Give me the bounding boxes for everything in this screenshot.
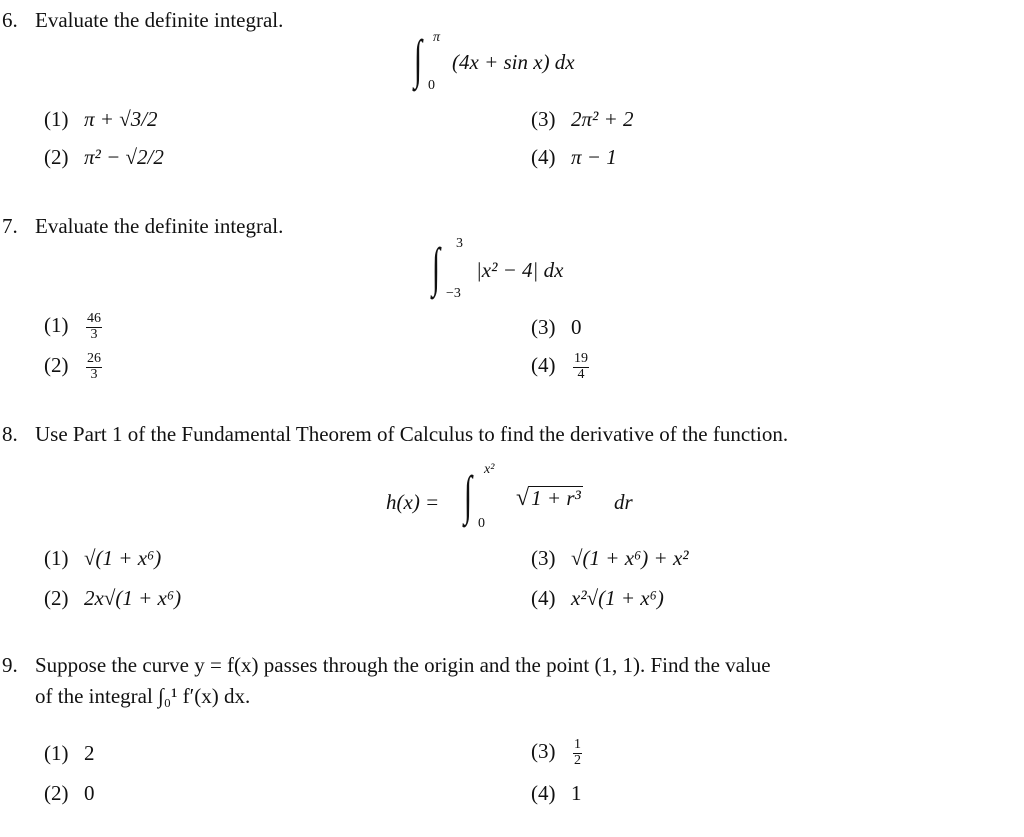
option-9-2[interactable] [44, 781, 95, 806]
option-6-1[interactable] [44, 107, 158, 132]
option-fraction [86, 352, 102, 382]
option-text: π + √3/2 [84, 107, 158, 131]
lower-limit: 0 [428, 78, 435, 93]
radicand: 1 + r³ [531, 486, 581, 510]
option-text: π − 1 [571, 145, 617, 169]
option-text: √(1 + x⁶) [84, 546, 162, 570]
option-fraction [573, 738, 582, 768]
question-prompt: Use Part 1 of the Fundamental Theorem of Calculus to find the derivative of the function. [35, 422, 789, 446]
integral-sign: ∫ [464, 465, 473, 525]
function-lhs: h(x) = [386, 490, 440, 514]
option-8-4[interactable] [531, 586, 664, 611]
lower-limit: 0 [478, 516, 485, 531]
upper-limit: 3 [456, 236, 463, 251]
option-6-2[interactable] [44, 145, 164, 170]
option-text: x²√(1 + x⁶) [571, 586, 664, 610]
option-number: (3) [531, 315, 556, 339]
option-number: (3) [531, 739, 556, 763]
numerator: 46 [87, 311, 101, 326]
radical-sign: √ [516, 485, 530, 512]
option-number: (2) [44, 353, 69, 377]
integrand: |x² − 4| dx [476, 258, 564, 282]
option-number: (2) [44, 586, 69, 610]
denominator: 2 [574, 752, 581, 768]
question-prompt: Evaluate the definite integral. [35, 214, 284, 238]
option-8-1[interactable] [44, 546, 161, 571]
integral-sign: ∫ [432, 237, 441, 297]
option-7-1[interactable] [44, 312, 102, 342]
option-number: (4) [531, 586, 556, 610]
option-text: 1 [571, 781, 582, 805]
option-text: 0 [84, 781, 95, 805]
option-text: π² − √2/2 [84, 145, 164, 169]
differential: dr [614, 490, 633, 514]
radical [516, 484, 583, 510]
integral-sign: ∫ [414, 29, 423, 89]
option-8-3[interactable] [531, 546, 689, 571]
option-7-2[interactable] [44, 352, 102, 382]
denominator: 4 [577, 366, 585, 382]
option-number: (2) [44, 145, 69, 169]
option-text: 2x√(1 + x⁶) [84, 586, 182, 610]
option-number: (1) [44, 741, 69, 765]
upper-limit: π [433, 30, 441, 45]
option-text: √(1 + x⁶) + x² [571, 546, 689, 570]
upper-limit: x² [484, 462, 495, 477]
lower-limit: −3 [446, 286, 461, 301]
option-number: (1) [44, 313, 69, 337]
option-number: (3) [531, 107, 556, 131]
question-prompt-line2: of the integral ∫₀¹ f′(x) dx. [35, 684, 251, 708]
numerator: 26 [87, 351, 101, 366]
option-number: (4) [531, 353, 556, 377]
option-number: (4) [531, 145, 556, 169]
option-8-2[interactable] [44, 586, 181, 611]
option-number: (1) [44, 546, 69, 570]
option-text: 0 [571, 315, 582, 339]
integrand: (4x + sin x) dx [452, 50, 575, 74]
question-prompt-line1: Suppose the curve y = f(x) passes through the origin and the point (1, 1). Find the value [35, 653, 771, 677]
numerator: 1 [574, 737, 581, 752]
numerator: 19 [574, 351, 588, 366]
option-9-4[interactable] [531, 781, 582, 806]
option-7-3[interactable] [531, 315, 582, 340]
question-number: 8. [2, 422, 18, 446]
option-fraction [573, 352, 589, 382]
option-number: (2) [44, 781, 69, 805]
denominator: 3 [90, 366, 98, 382]
denominator: 3 [90, 326, 98, 342]
question-prompt: Evaluate the definite integral. [35, 8, 284, 32]
option-7-4[interactable] [531, 352, 589, 382]
question-number: 6. [2, 8, 18, 32]
option-text: 2 [84, 741, 95, 765]
option-number: (3) [531, 546, 556, 570]
option-9-1[interactable] [44, 741, 95, 766]
option-fraction [86, 312, 102, 342]
option-text: 2π² + 2 [571, 107, 634, 131]
integral-8 [384, 462, 644, 532]
option-number: (1) [44, 107, 69, 131]
option-9-3[interactable] [531, 738, 582, 768]
question-number: 9. [2, 653, 18, 677]
question-number: 7. [2, 214, 18, 238]
option-number: (4) [531, 781, 556, 805]
integral-7 [430, 238, 610, 302]
integral-6 [412, 29, 612, 94]
option-6-3[interactable] [531, 107, 634, 132]
option-6-4[interactable] [531, 145, 617, 170]
